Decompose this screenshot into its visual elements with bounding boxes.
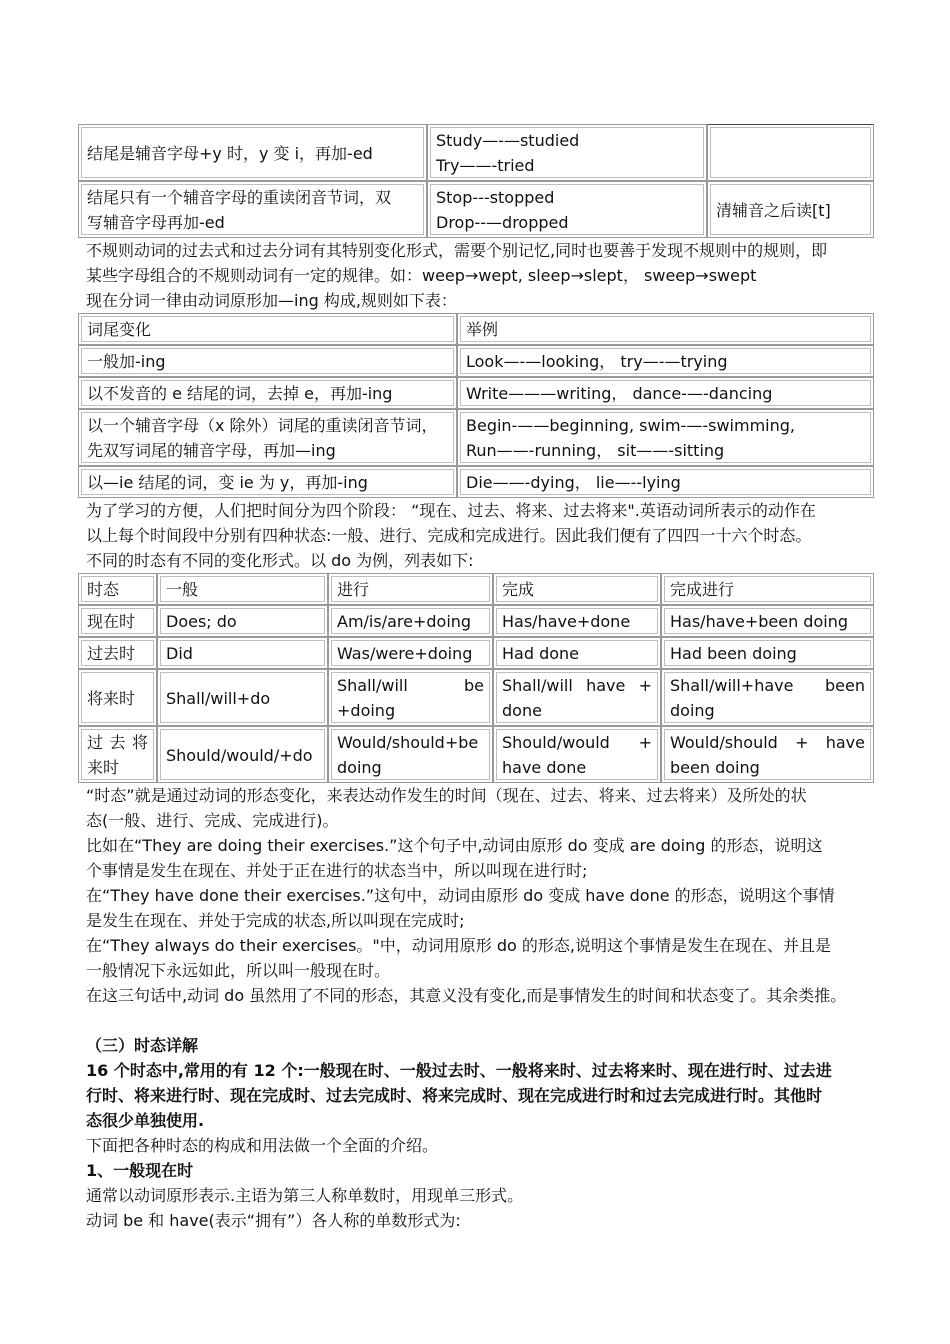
table-row xyxy=(78,345,874,377)
form-cell: Shall/will+do xyxy=(157,669,328,726)
column-header: 一般 xyxy=(157,573,328,605)
form-cell: Had done xyxy=(493,637,661,669)
column-header: 举例 xyxy=(457,313,874,345)
rule-cell: 结尾只有一个辅音字母的重读闭音节词，双 写辅音字母再加-ed xyxy=(78,181,427,238)
form-cell: Shall/will be +doing xyxy=(328,669,493,726)
form-cell: Am/is/are+doing xyxy=(328,605,493,637)
tense-intro-paragraph: 为了学习的方便，人们把时间分为四个阶段： “现在、过去、将来、过去将来".英语动词所表示的动作在 以上每个时间段中分别有四种状态:一般、进行、完成和完成进行。因此我们便有了四四一十六个时态。 不同的时态有不同的变化形式。以 do 为例，列表如下: xyxy=(86,501,816,570)
irregular-verbs-paragraph: 不规则动词的过去式和过去分词有其特别变化形式，需要个别记忆,同时也要善于发现不规则中的规则，即 某些字母组合的不规则动词有一定的规律。如：weep→wept, sleep→slept， sweep→swept 现在分词一律由动词原形加—ing 构成,规则如下表： xyxy=(86,241,828,310)
present-participle-table xyxy=(78,313,874,498)
tense-cell: 过去将来时 xyxy=(78,726,157,783)
example-cell: Begin-——beginning, swim-—-swimming, Run——-running， sit——-sitting xyxy=(457,409,874,466)
column-header: 时态 xyxy=(78,573,157,605)
table-header-row xyxy=(78,313,874,345)
form-cell: Does; do xyxy=(157,605,328,637)
form-cell: Has/have+been doing xyxy=(661,605,874,637)
table-row xyxy=(78,377,874,409)
form-cell: Should/would + have done xyxy=(493,726,661,783)
table-row xyxy=(78,409,874,466)
table-row xyxy=(78,181,874,238)
form-cell: Shall/will have + done xyxy=(493,669,661,726)
rule-cell: 以不发音的 e 结尾的词，去掉 e，再加-ing xyxy=(78,377,457,409)
table-row xyxy=(78,605,874,637)
form-cell: Was/were+doing xyxy=(328,637,493,669)
tense-cell: 将来时 xyxy=(78,669,157,726)
tense-explanation-paragraph: “时态”就是通过动词的形态变化，来表达动作发生的时间（现在、过去、将来、过去将来）及所处的状 态(一般、进行、完成、完成进行)。 比如在“They are doing their exercises.”这个句子中,动词由原形 do 变成 are doing 的形态，说明这 个事情是发生在现在、并处于正在进行的状态当中，所以叫现在进行时; 在“They have done their exercises.”这句中，动词由原形 do 变成 have done 的形态，说明这个事情 是发生在现在、并处于完成的状态,所以叫现在完成时; 在“They always do their exercises。"中，动词用原形 do 的形态,说明这个事情是发生在现在、并且是 一般情况下永远如此，所以叫一般现在时。 在这三句话中,动词 do 虽然用了不同的形态，其意义没有变化,而是事情发生的时间和状态变了。其余类推。 xyxy=(86,786,847,1005)
form-cell: Shall/will+have been doing xyxy=(661,669,874,726)
tense-cell: 现在时 xyxy=(78,605,157,637)
form-cell: Would/should+be doing xyxy=(328,726,493,783)
table-header-row xyxy=(78,573,874,605)
tense-forms-table xyxy=(78,573,874,783)
document-page xyxy=(78,124,874,1233)
column-header: 进行 xyxy=(328,573,493,605)
rule-cell: 一般加-ing xyxy=(78,345,457,377)
form-cell: Has/have+done xyxy=(493,605,661,637)
column-header: 词尾变化 xyxy=(78,313,457,345)
column-header: 完成进行 xyxy=(661,573,874,605)
section-heading: （三）时态详解 xyxy=(86,1036,199,1055)
example-cell: Write———writing， dance-—-dancing xyxy=(457,377,874,409)
form-cell: Would/should + have been doing xyxy=(661,726,874,783)
table-row xyxy=(78,466,874,498)
form-cell: Should/would/+do xyxy=(157,726,328,783)
sub-heading: 1、一般现在时 xyxy=(86,1161,194,1180)
form-cell: Did xyxy=(157,637,328,669)
example-cell: Look—-—looking， try—-—trying xyxy=(457,345,874,377)
column-header: 完成 xyxy=(493,573,661,605)
example-cell: Stop---stopped Drop--—dropped xyxy=(427,181,707,238)
tense-cell: 过去时 xyxy=(78,637,157,669)
rule-cell: 以—ie 结尾的词，变 ie 为 y，再加-ing xyxy=(78,466,457,498)
table-row xyxy=(78,726,874,783)
example-cell: Study—-—studied Try——-tried xyxy=(427,124,707,181)
rule-cell: 结尾是辅音字母+y 时，y 变 i，再加-ed xyxy=(78,124,427,181)
past-tense-rules-table xyxy=(78,124,874,238)
table-row xyxy=(78,637,874,669)
note-cell xyxy=(707,124,874,181)
note-cell: 清辅音之后读[t] xyxy=(707,181,874,238)
section-tense-details: （三）时态详解 16 个时态中,常用的有 12 个:一般现在时、一般过去时、一般将来时、过去将来时、现在进行时、过去进 行时、将来进行时、现在完成时、过去完成时、将来完成时、现在完成进行时和过去完成进行时。其他时 态很少单独使用. 下面把各种时态的构成和用法做一个全面的介绍。 1、一般现在时 通常以动词原形表示.主语为第三人称单数时，用现单三形式。 动词 be 和 have(表示“拥有”）各人称的单数形式为: xyxy=(78,1033,874,1233)
table-row xyxy=(78,669,874,726)
example-cell: Die——-dying， lie—--lying xyxy=(457,466,874,498)
table-row xyxy=(78,124,874,181)
form-cell: Had been doing xyxy=(661,637,874,669)
rule-cell: 以一个辅音字母（x 除外）词尾的重读闭音节词， 先双写词尾的辅音字母，再加—ing xyxy=(78,409,457,466)
